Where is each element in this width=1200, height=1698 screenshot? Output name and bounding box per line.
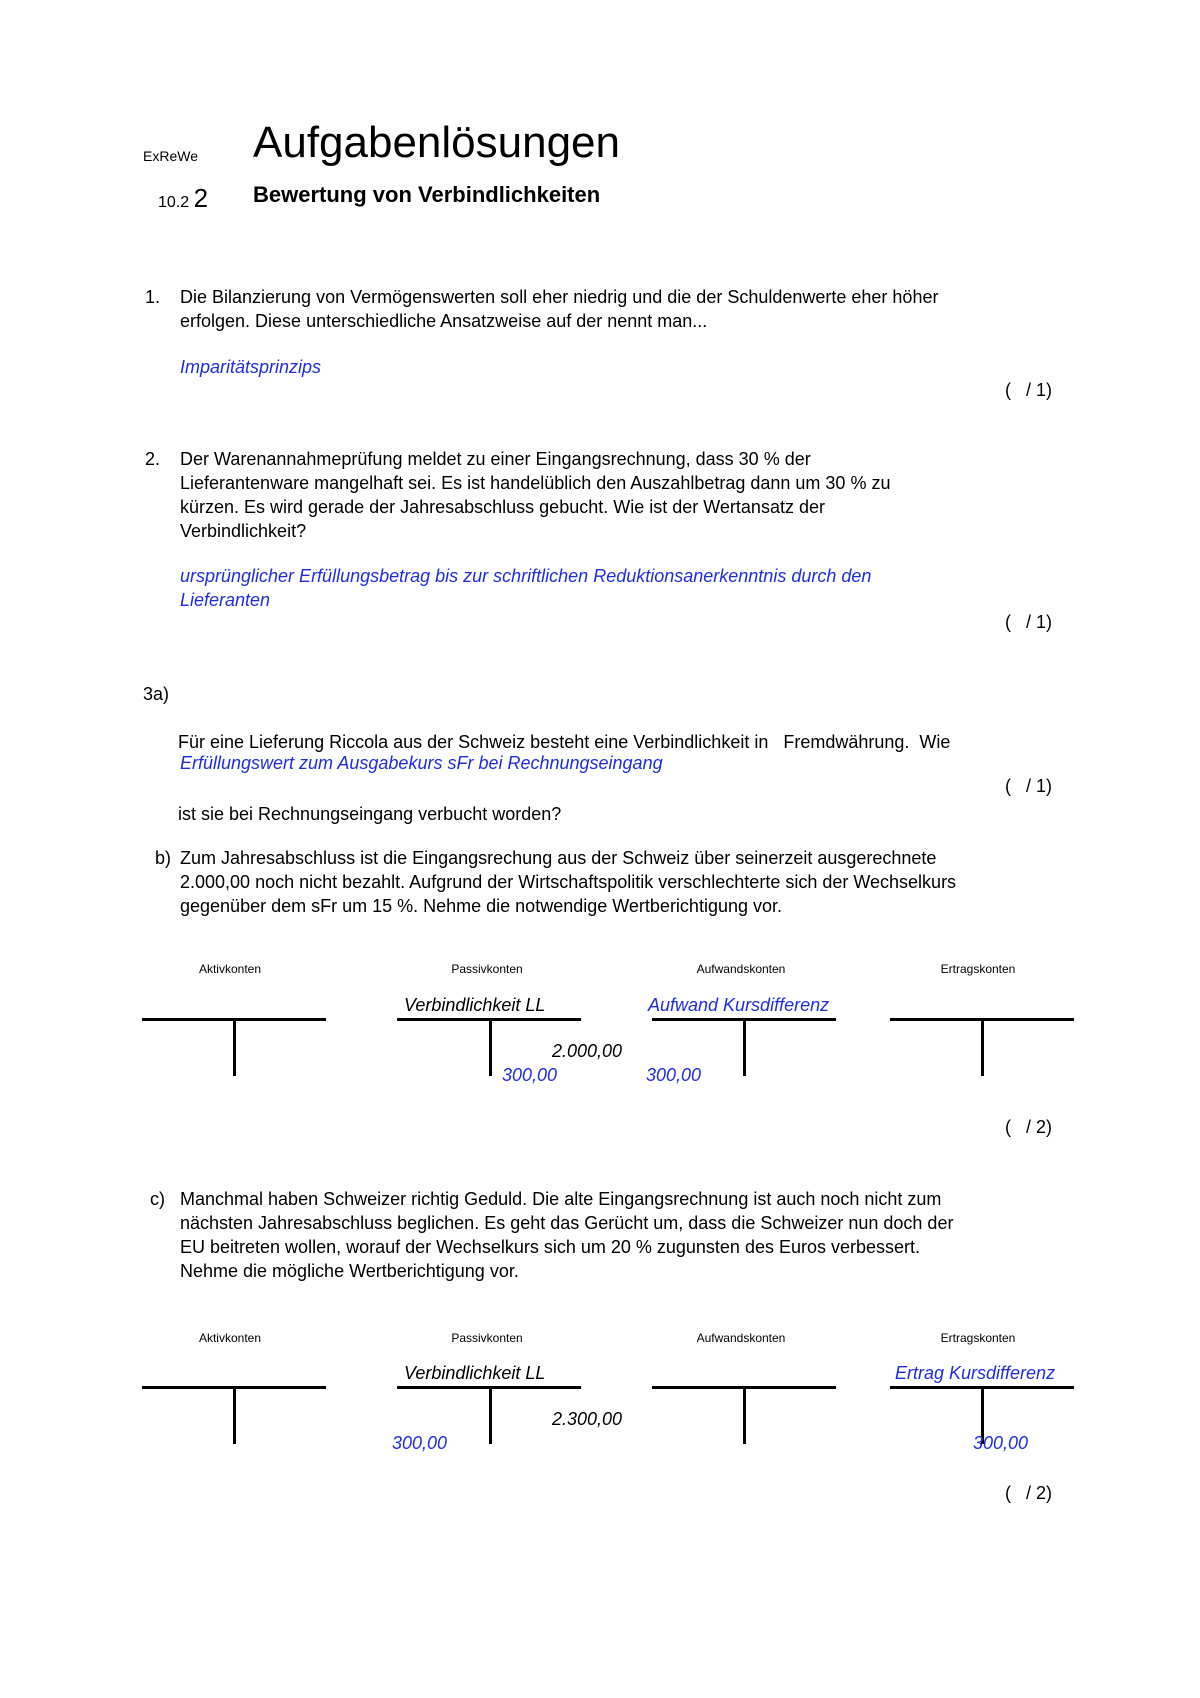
- heading-ertragskonten: Ertragskonten: [940, 962, 1016, 976]
- section-title: Bewertung von Verbindlichkeiten: [253, 182, 601, 207]
- account-title: Verbindlichkeit LL: [404, 1363, 546, 1383]
- heading-passivkonten: Passivkonten: [451, 1331, 523, 1345]
- account-title: Ertrag Kursdifferenz: [895, 1363, 1056, 1383]
- q2-score: ( / 1): [1005, 612, 1053, 632]
- q2-label: 2.: [145, 449, 161, 469]
- q3b-line: gegenüber dem sFr um 15 %. Nehme die notwendige Wertberichtigung vor.: [180, 896, 782, 916]
- q3c-score: ( / 2): [1005, 1483, 1053, 1503]
- q3c-line: EU beitreten wollen, worauf der Wechselkurs sich um 20 % zugunsten des Euros verbessert.: [180, 1237, 921, 1257]
- debit-amount: 300,00: [646, 1065, 702, 1085]
- q2-line: Lieferantenware mangelhaft sei. Es ist handelüblich den Auszahlbetrag dann um 30 % zu: [180, 473, 891, 493]
- heading-aufwandskonten: Aufwandskonten: [696, 962, 786, 976]
- q3a-line: Für eine Lieferung Riccola aus der Schweiz besteht eine Verbindlichkeit in Fremdwährung. Wie: [178, 732, 951, 752]
- q2-text: [180, 447, 1045, 543]
- q1-score: ( / 1): [1005, 380, 1053, 400]
- q3c-line: Manchmal haben Schweizer richtig Geduld. Die alte Eingangsrechnung ist auch noch nicht zum: [180, 1189, 942, 1209]
- q2-answer: [180, 564, 1045, 612]
- page-title: Aufgabenlösungen: [253, 118, 620, 167]
- q3a-answer: Erfüllungswert zum Ausgabekurs sFr bei Rechnungseingang: [180, 753, 663, 773]
- heading-aktivkonten: Aktivkonten: [198, 1331, 262, 1345]
- heading-aufwandskonten: Aufwandskonten: [696, 1331, 786, 1345]
- q1-text: [180, 285, 1050, 333]
- credit-amount: 2.000,00: [552, 1041, 623, 1061]
- credit-amount-adjustment: 300,00: [502, 1065, 558, 1085]
- account-title: Aufwand Kursdifferenz: [648, 995, 830, 1015]
- account-title: Verbindlichkeit LL: [404, 995, 546, 1015]
- credit-amount: 300,00: [973, 1433, 1029, 1453]
- credit-amount: 2.300,00: [552, 1409, 623, 1429]
- section-number: [158, 183, 208, 214]
- q2-answer-line: Lieferanten: [180, 590, 271, 610]
- debit-amount: 300,00: [392, 1433, 448, 1453]
- q3a-score: ( / 1): [1005, 776, 1053, 796]
- q2-line: kürzen. Es wird gerade der Jahresabschluss gebucht. Wie ist der Wertansatz der: [180, 497, 825, 517]
- q1-label: 1.: [145, 287, 161, 307]
- q2-line: Verbindlichkeit?: [180, 521, 307, 541]
- q3a-label: 3a): [143, 684, 170, 704]
- section-number-sub: 2: [193, 183, 209, 213]
- brand-label: ExReWe: [143, 148, 198, 164]
- q3c-line: nächsten Jahresabschluss beglichen. Es geht das Gerücht um, dass die Schweizer nun doch der: [180, 1213, 954, 1233]
- q3c-line: Nehme die mögliche Wertberichtigung vor.: [180, 1261, 519, 1281]
- q3c-label: c): [150, 1189, 165, 1209]
- q3b-label: b): [155, 848, 172, 868]
- q3b-score: ( / 2): [1005, 1117, 1053, 1137]
- q1-answer: Imparitätsprinzips: [180, 357, 322, 377]
- q3b-line: 2.000,00 noch nicht bezahlt. Aufgrund der Wirtschaftspolitik verschlechterte sich der Wechselkurs: [180, 872, 957, 892]
- section-number-main: 10.2: [158, 194, 190, 211]
- q2-answer-line: ursprünglicher Erfüllungsbetrag bis zur schriftlichen Reduktionsanerkenntnis durch den: [180, 566, 872, 586]
- q3a-line: ist sie bei Rechnungseingang verbucht worden?: [178, 804, 562, 824]
- q1-line: erfolgen. Diese unterschiedliche Ansatzweise auf der nennt man...: [180, 311, 708, 331]
- q2-line: Der Warenannahmeprüfung meldet zu einer Eingangsrechnung, dass 30 % der: [180, 449, 811, 469]
- heading-ertragskonten: Ertragskonten: [940, 1331, 1016, 1345]
- heading-aktivkonten: Aktivkonten: [198, 962, 262, 976]
- q3c-text: [180, 1187, 1052, 1283]
- heading-passivkonten: Passivkonten: [451, 962, 523, 976]
- q3b-line: Zum Jahresabschluss ist die Eingangsrechung aus der Schweiz über seinerzeit ausgerechnete: [180, 848, 937, 868]
- q3b-text: [180, 846, 1060, 918]
- q1-line: Die Bilanzierung von Vermögenswerten soll eher niedrig und die der Schuldenwerte eher höher: [180, 287, 939, 307]
